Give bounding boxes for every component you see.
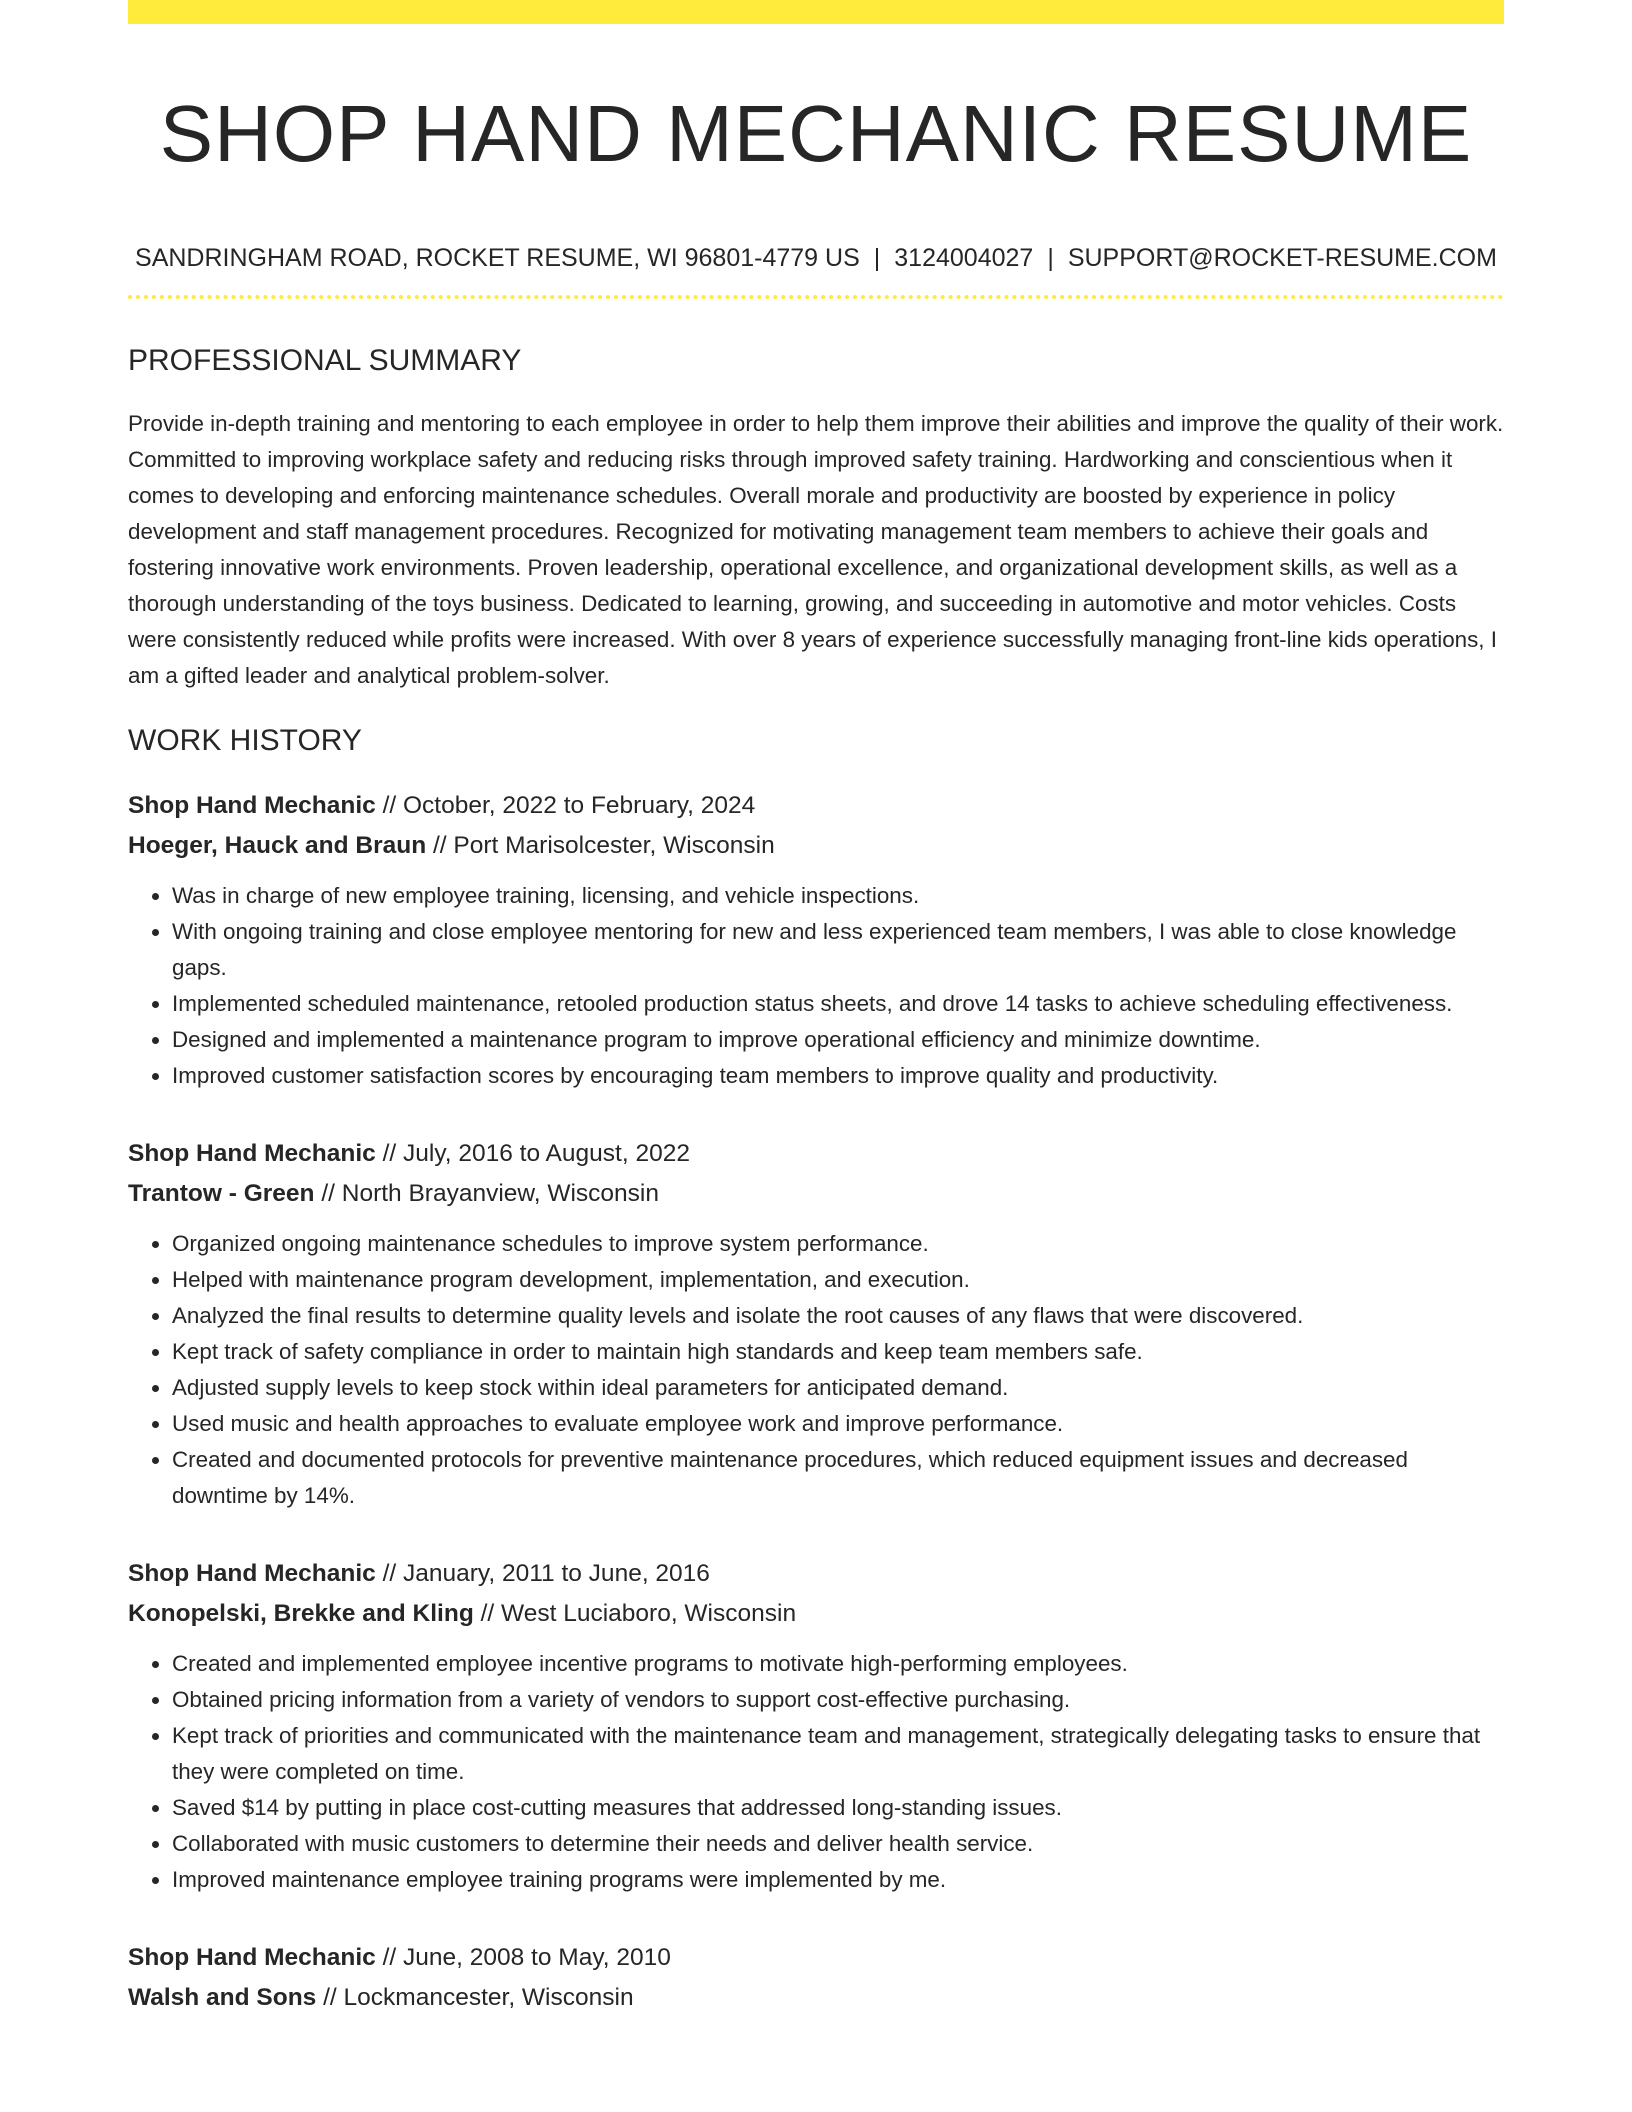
contact-address: SANDRINGHAM ROAD, ROCKET RESUME, WI 96801-4779 US bbox=[135, 244, 860, 272]
work-history-heading: WORK HISTORY bbox=[128, 724, 362, 757]
job-entry bbox=[128, 1938, 1504, 2018]
job-dates: // July, 2016 to August, 2022 bbox=[382, 1140, 690, 1167]
job-bullet: • With ongoing training and close employee mentoring for new and less experienced team members, I was able to close knowledge gaps. bbox=[172, 914, 1504, 986]
job-company-line bbox=[128, 1594, 1504, 1634]
job-bullet: • Created and documented protocols for preventive maintenance procedures, which reduced equipment issues and decreased downtime by 14%. bbox=[172, 1442, 1504, 1514]
job-bullet: • Collaborated with music customers to determine their needs and deliver health service. bbox=[172, 1826, 1504, 1862]
job-company: Hoeger, Hauck and Braun bbox=[128, 832, 427, 859]
job-company-line bbox=[128, 826, 1504, 866]
job-bullet: • Used music and health approaches to evaluate employee work and improve performance. bbox=[172, 1406, 1504, 1442]
job-bullets bbox=[128, 1226, 1504, 1514]
summary-heading: PROFESSIONAL SUMMARY bbox=[128, 344, 522, 377]
job-location: // North Brayanview, Wisconsin bbox=[321, 1180, 660, 1207]
job-bullet: • Saved $14 by putting in place cost-cutting measures that addressed long-standing issues. bbox=[172, 1790, 1504, 1826]
job-title-line bbox=[128, 1554, 1504, 1594]
job-entry bbox=[128, 786, 1504, 1094]
contact-phone: 3124004027 bbox=[894, 244, 1034, 272]
job-entry bbox=[128, 1554, 1504, 1898]
job-bullet: • Analyzed the final results to determine quality levels and isolate the root causes of any flaws that were discovered. bbox=[172, 1298, 1504, 1334]
job-title: Shop Hand Mechanic bbox=[128, 792, 376, 819]
job-bullet: • Kept track of priorities and communicated with the maintenance team and management, strategically delegating tasks to ensure that they were completed on time. bbox=[172, 1718, 1504, 1790]
job-title: Shop Hand Mechanic bbox=[128, 1140, 376, 1167]
job-bullet: • Adjusted supply levels to keep stock within ideal parameters for anticipated demand. bbox=[172, 1370, 1504, 1406]
job-bullets bbox=[128, 878, 1504, 1094]
job-title-line bbox=[128, 786, 1504, 826]
job-bullet: • Improved maintenance employee training programs were implemented by me. bbox=[172, 1862, 1504, 1898]
job-location: // Lockmancester, Wisconsin bbox=[323, 1984, 634, 2011]
job-bullet: • Designed and implemented a maintenance program to improve operational efficiency and minimize downtime. bbox=[172, 1022, 1504, 1058]
job-dates: // January, 2011 to June, 2016 bbox=[382, 1560, 710, 1587]
resume-page bbox=[128, 0, 1504, 2018]
job-title: Shop Hand Mechanic bbox=[128, 1560, 376, 1587]
job-company: Walsh and Sons bbox=[128, 1984, 317, 2011]
job-company-line bbox=[128, 1978, 1504, 2018]
job-bullet: • Implemented scheduled maintenance, retooled production status sheets, and drove 14 tasks to achieve scheduling effectiveness. bbox=[172, 986, 1504, 1022]
dotted-divider bbox=[128, 295, 1504, 299]
job-bullet: • Obtained pricing information from a variety of vendors to support cost-effective purchasing. bbox=[172, 1682, 1504, 1718]
job-bullets bbox=[128, 1646, 1504, 1898]
job-bullet: • Helped with maintenance program development, implementation, and execution. bbox=[172, 1262, 1504, 1298]
job-company: Konopelski, Brekke and Kling bbox=[128, 1600, 474, 1627]
job-entry bbox=[128, 1134, 1504, 1514]
job-bullet: • Organized ongoing maintenance schedules to improve system performance. bbox=[172, 1226, 1504, 1262]
job-title-line bbox=[128, 1134, 1504, 1174]
resume-title: SHOP HAND MECHANIC RESUME bbox=[159, 89, 1473, 178]
job-title: Shop Hand Mechanic bbox=[128, 1944, 376, 1971]
job-company-line bbox=[128, 1174, 1504, 1214]
contact-separator: | bbox=[1047, 244, 1054, 272]
job-bullet: • Improved customer satisfaction scores by encouraging team members to improve quality and productivity. bbox=[172, 1058, 1504, 1094]
contact-email: SUPPORT@ROCKET-RESUME.COM bbox=[1067, 244, 1497, 272]
job-dates: // June, 2008 to May, 2010 bbox=[382, 1944, 671, 1971]
job-title-line bbox=[128, 1938, 1504, 1978]
job-location: // Port Marisolcester, Wisconsin bbox=[432, 832, 775, 859]
top-accent-bar bbox=[128, 0, 1504, 24]
job-bullet: • Kept track of safety compliance in order to maintain high standards and keep team members safe. bbox=[172, 1334, 1504, 1370]
work-history-list bbox=[128, 786, 1504, 2018]
summary-text: Provide in-depth training and mentoring to each employee in order to help them improve their abilities and improve the quality of their work. Committed to improving workplace safety and reducing risks through improved safety training. Hardworking and conscientious when it comes to developing and enforcing maintenance schedules. Overall morale and productivity are boosted by experience in policy development and staff management procedures. Recognized for motivating management team members to achieve their goals and fostering innovative work environments. Proven leadership, operational excellence, and organizational development skills, as well as a thorough understanding of the toys business. Dedicated to learning, growing, and succeeding in automotive and motor vehicles. Costs were consistently reduced while profits were increased. With over 8 years of experience successfully managing front-line kids operations, I am a gifted leader and analytical problem-solver. bbox=[128, 411, 1504, 688]
contact-line bbox=[128, 242, 1504, 274]
job-company: Trantow - Green bbox=[128, 1180, 315, 1207]
job-bullet: • Created and implemented employee incentive programs to motivate high-performing employees. bbox=[172, 1646, 1504, 1682]
contact-separator: | bbox=[873, 244, 881, 272]
job-location: // West Luciaboro, Wisconsin bbox=[480, 1600, 797, 1627]
job-dates: // October, 2022 to February, 2024 bbox=[382, 792, 756, 819]
job-bullet: • Was in charge of new employee training, licensing, and vehicle inspections. bbox=[172, 878, 1504, 914]
